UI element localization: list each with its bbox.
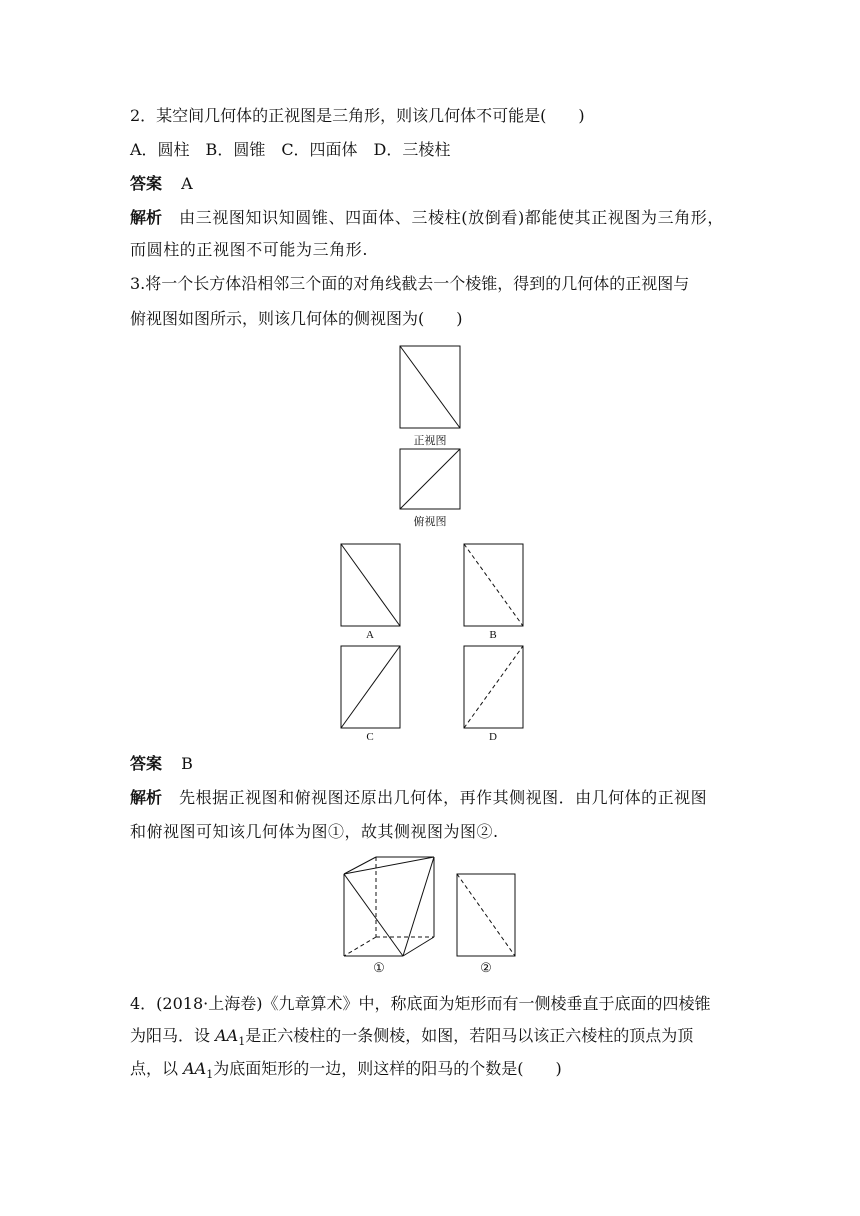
- q3-analysis-line1: [130, 787, 707, 809]
- q4-line2-end: 是正六棱柱的一条侧棱，如图，若阳马以该正六棱柱的顶点为顶: [245, 1026, 694, 1045]
- option-b-label: B: [489, 629, 497, 641]
- option-a-figure: [341, 544, 400, 626]
- front-view-figure: [400, 346, 460, 428]
- edge-var: AA: [183, 1059, 207, 1078]
- q3-analysis-line2: 和俯视图可知该几何体为图①，故其侧视图为图②.: [130, 822, 499, 841]
- top-view-label: 俯视图: [413, 516, 447, 528]
- edge-subscript: 1: [238, 1035, 246, 1049]
- analysis-label: 解析: [130, 788, 163, 807]
- top-view-figure: [400, 449, 460, 509]
- figure-1-label: ①: [373, 960, 385, 975]
- q4-line2-start: 为阳马．设: [130, 1026, 216, 1045]
- option-d-figure: [464, 646, 523, 728]
- q3-stem-line2: 俯视图如图所示，则该几何体的侧视图为( ): [130, 309, 463, 328]
- q4-line3: [130, 1058, 562, 1086]
- answer-label: 答案: [130, 174, 163, 193]
- analysis-text: 由三视图知识知圆锥、四面体、三棱柱(放倒看)都能使其正视图为三角形，: [179, 208, 724, 227]
- analysis-text: 先根据正视图和俯视图还原出几何体，再作其侧视图．由几何体的正视图: [179, 788, 708, 807]
- solid-figure-1: [344, 857, 434, 956]
- q3-stem-line1: 3.将一个长方体沿相邻三个面的对角线截去一个棱锥，得到的几何体的正视图与: [130, 274, 690, 293]
- option-b-figure: [464, 544, 523, 626]
- answer-value: B: [181, 754, 193, 773]
- q4-line1: 4．(2018·上海卷)《九章算术》中，称底面为矩形而有一侧棱垂直于底面的四棱锥: [130, 994, 711, 1013]
- q4-line3-end: 为底面矩形的一边，则这样的阳马的个数是( ): [213, 1059, 562, 1078]
- answer-label: 答案: [130, 754, 163, 773]
- option-c-label: C: [366, 731, 374, 743]
- figure-2-label: ②: [480, 960, 492, 975]
- analysis-label: 解析: [130, 208, 163, 227]
- q4-line2: [130, 1025, 693, 1053]
- q2-stem: 2．某空间几何体的正视图是三角形，则该几何体不可能是( ): [130, 106, 585, 125]
- option-a-label: A: [366, 629, 374, 641]
- q2-analysis-line2: 而圆柱的正视图不可能为三角形.: [130, 240, 369, 259]
- front-view-label: 正视图: [413, 435, 447, 447]
- option-c-figure: [341, 646, 400, 728]
- edge-var: AA: [215, 1026, 239, 1045]
- q3-answer: [130, 753, 193, 775]
- q4-line3-start: 点，以: [130, 1059, 184, 1078]
- answer-value: A: [181, 174, 193, 193]
- side-view-figure-2: [457, 874, 515, 956]
- edge-subscript: 1: [206, 1068, 214, 1082]
- option-d-label: D: [489, 731, 497, 743]
- q2-options: A．圆柱 B．圆锥 C．四面体 D．三棱柱: [130, 140, 451, 159]
